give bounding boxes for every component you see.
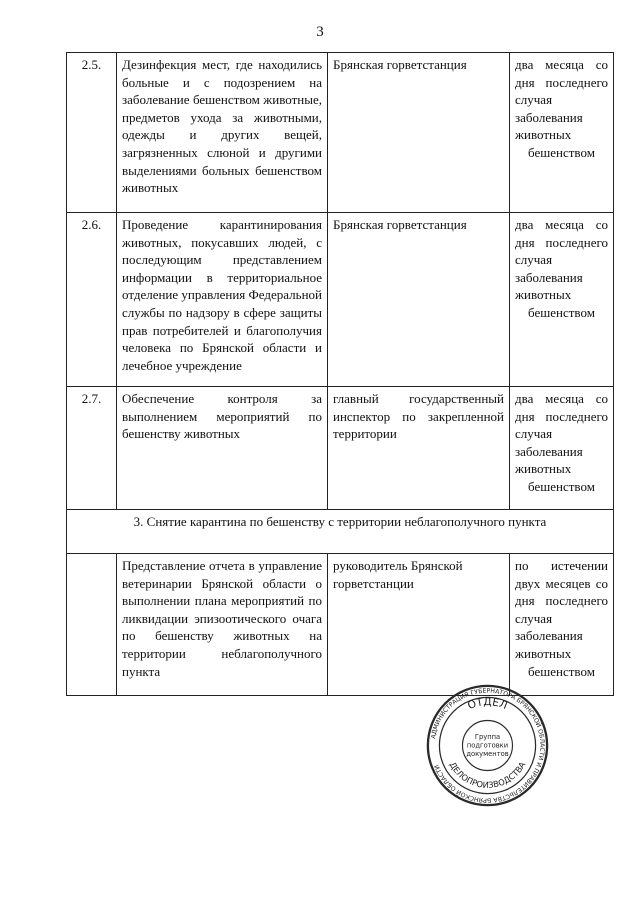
measure-text: Обеспечение контроля за выполнением мероприятий по бешенству животных bbox=[117, 387, 328, 510]
stamp-top-text: ОТДЕЛ bbox=[466, 696, 509, 713]
responsible-text: главный государственный инспектор по закрепленной территории bbox=[328, 387, 510, 510]
responsible-text: Брянская горветстанция bbox=[328, 213, 510, 387]
stamp-middle-text: ДЕЛОПРОИЗВОДСТВА bbox=[447, 760, 528, 790]
responsible-text: руководитель Брянской горветстанции bbox=[328, 554, 510, 696]
measure-text: Представление отчета в управление ветеринарии Брянской области о выполнении плана мероприятий по ликвидации эпизоотического очага по бешенству животных на территории неблагополучного пункта bbox=[117, 554, 328, 696]
measures-table bbox=[66, 52, 614, 696]
section-title: 3. Снятие карантина по бешенству с территории неблагополучного пункта bbox=[67, 510, 614, 554]
row-number bbox=[67, 554, 117, 696]
page-number: 3 bbox=[316, 24, 324, 40]
stamp-outer-text: АДМИНИСТРАЦИЯ ГУБЕРНАТОРА БРЯНСКОЙ ОБЛАСТИ И ПРАВИТЕЛЬСТВА БРЯНСКОЙ ОБЛАСТИ bbox=[430, 687, 546, 804]
term-text: по истечении двух месяцев со дня последнего случая заболевания животных бешенством bbox=[510, 554, 614, 696]
row-number: 2.7. bbox=[67, 387, 117, 510]
table-row bbox=[67, 387, 614, 510]
term-text: два месяца со дня последнего случая заболевания животных бешенством bbox=[510, 213, 614, 387]
svg-text:ОТДЕЛ bbox=[466, 696, 509, 712]
section-header-row bbox=[67, 510, 614, 554]
measure-text: Проведение карантинирования животных, покусавших людей, с последующим представлением информации в территориальное отделение управления Федеральной службы по надзору в сфере защиты прав потребителей и благополучия человека по Брянской области и лечебное учреждение bbox=[117, 213, 328, 387]
measure-text: Дезинфекция мест, где находились больные и с подозрением на заболевание бешенством животные, предметов ухода за животными, одежды и других вещей, загрязненных слюной и другими выделениями больных бешенством животных bbox=[117, 53, 328, 213]
table-row bbox=[67, 213, 614, 387]
term-text: два месяца со дня последнего случая заболевания животных бешенством bbox=[510, 53, 614, 213]
row-number: 2.5. bbox=[67, 53, 117, 213]
seal-stamp-icon bbox=[425, 683, 550, 808]
table-row bbox=[67, 53, 614, 213]
stamp-inner-line: Группа bbox=[474, 732, 501, 741]
stamp-inner-line: подготовки bbox=[466, 741, 509, 750]
stamp-inner-line: документов bbox=[466, 750, 509, 759]
table-row bbox=[67, 554, 614, 696]
term-text: два месяца со дня последнего случая заболевания животных бешенством bbox=[510, 387, 614, 510]
row-number: 2.6. bbox=[67, 213, 117, 387]
responsible-text: Брянская горветстанция bbox=[328, 53, 510, 213]
